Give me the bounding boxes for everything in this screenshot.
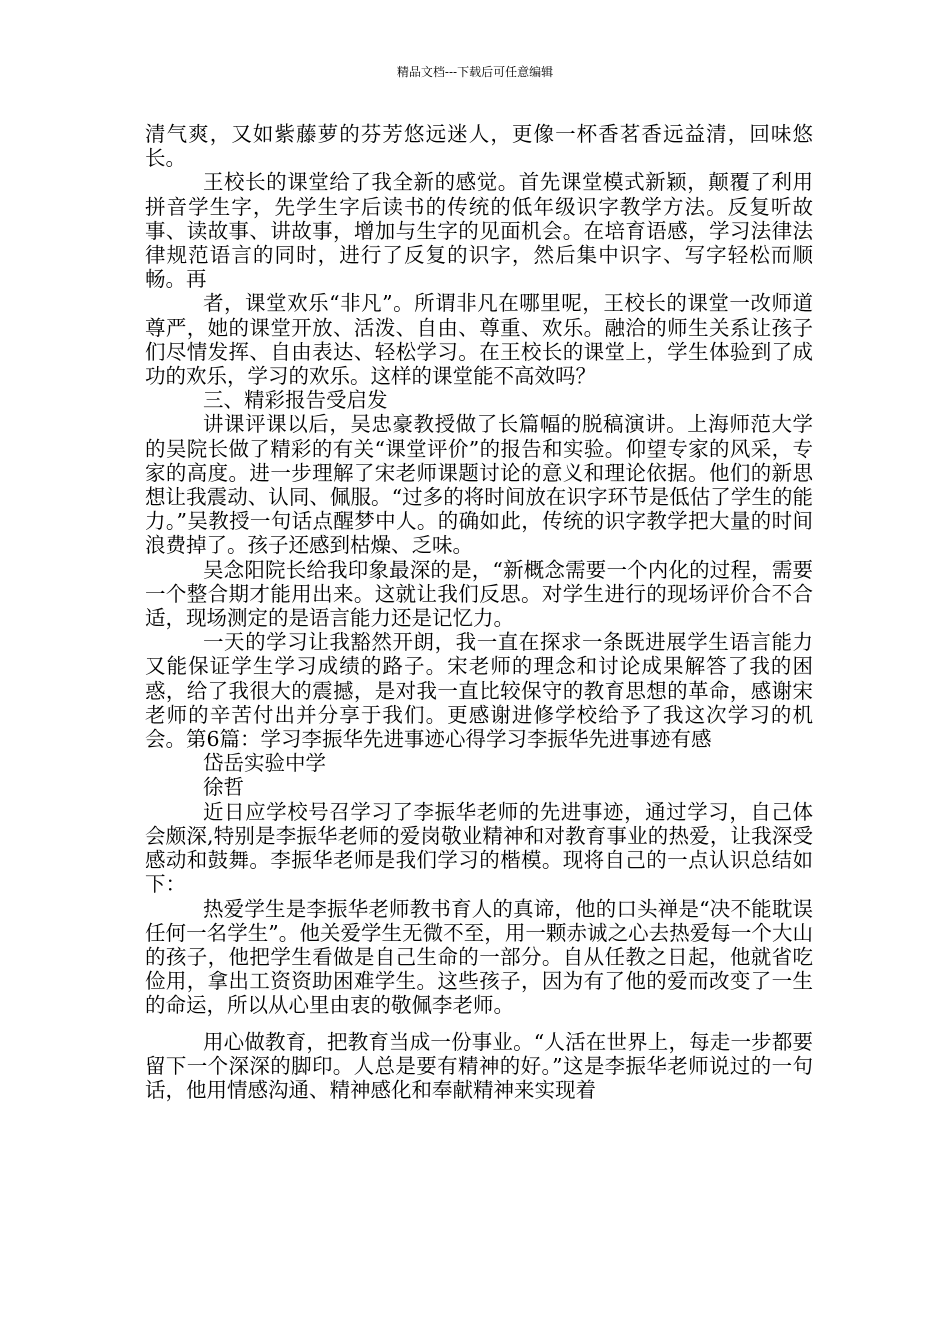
paragraph: 讲课评课以后，吴忠豪教授做了长篇幅的脱稿演讲。上海师范大学的吴院长做了精彩的有关“课堂评价”的报告和实验。仰望专家的风采，专家的高度。进一步理解了宋老师课题讨论的意义和理论依据。他们的新思想让我震动、认同、佩服。“过多的将时间放在识字环节是低估了学生的能力。”吴教授一句话点醒梦中人。的确如此，传统的识字教学把大量的时间浪费掉了。孩子还感到枯燥、乏味。 <box>145 412 813 558</box>
section-heading: 三、精彩报告受启发 <box>203 388 388 413</box>
author-school: 岱岳实验中学 <box>203 751 326 776</box>
paragraph: 用心做教育，把教育当成一份事业。“人活在世界上，每走一步都要留下一个深深的脚印。人总是要有精神的好。”这是李振华老师说过的一句话，他用情感沟通、精神感化和奉献精神来实现着 <box>145 1029 813 1102</box>
paragraph: 一天的学习让我豁然开朗，我一直在探求一条既进展学生语言能力又能保证学生学习成绩的路子。宋老师的理念和讨论成果解答了我的困惑，给了我很大的震撼，是对我一直比较保守的教育思想的革命，感谢宋老师的辛苦付出并分享于我们。更感谢进修学校给予了我这次学习的机会。第6篇：学习李振华先进事迹心得学习李振华先进事迹有感 <box>145 630 813 752</box>
paragraph: 王校长的课堂给了我全新的感觉。首先课堂模式新颖，颠覆了利用拼音学生字，先学生字后读书的传统的低年级识字教学方法。反复听故事、读故事、讲故事，增加与生字的见面机会。在培育语感，学习法律法律规范语言的同时，进行了反复的识字，然后集中识字、写字轻松而顺畅。再 <box>145 170 813 292</box>
paragraph: 吴念阳院长给我印象最深的是，“新概念需要一个内化的过程，需要一个整合期才能用出来。这就让我们反思。对学生进行的现场评价合不合适，现场测定的是语言能力还是记忆力。 <box>145 557 813 631</box>
paragraph: 近日应学校号召学习了李振华老师的先进事迹，通过学习，自己体会颇深,特别是李振华老师的爱岗敬业精神和对教育事业的热爱，让我深受感动和鼓舞。李振华老师是我们学习的楷模。现将自己的一点认识总结如下： <box>145 799 813 897</box>
page-header: 精品文档---下载后可任意编辑 <box>396 65 554 79</box>
paragraph: 热爱学生是李振华老师教书育人的真谛，他的口头禅是“决不能耽误任何一名学生”。他关爱学生无微不至，用一颗赤诚之心去热爱每一个大山的孩子，他把学生看做是自己生命的一部分。自从任教之日起，他就省吃俭用，拿出工资资助困难学生。这些孩子，因为有了他的爱而改变了一生的命运，所以从心里由衷的敬佩李老师。 <box>145 896 813 1018</box>
document-body <box>145 122 813 1102</box>
author-name: 徐哲 <box>203 775 244 800</box>
paragraph: 者，课堂欢乐“非凡”。所谓非凡在哪里呢，王校长的课堂一改师道尊严，她的课堂开放、活泼、自由、尊重、欢乐。融洽的师生关系让孩子们尽情发挥、自由表达、轻松学习。在王校长的课堂上，学生体验到了成功的欢乐，学习的欢乐。这样的课堂能不高效吗？ <box>145 291 813 389</box>
paragraph: 清气爽，又如紫藤萝的芬芳悠远迷人，更像一杯香茗香远益清，回味悠长。 <box>145 122 813 171</box>
